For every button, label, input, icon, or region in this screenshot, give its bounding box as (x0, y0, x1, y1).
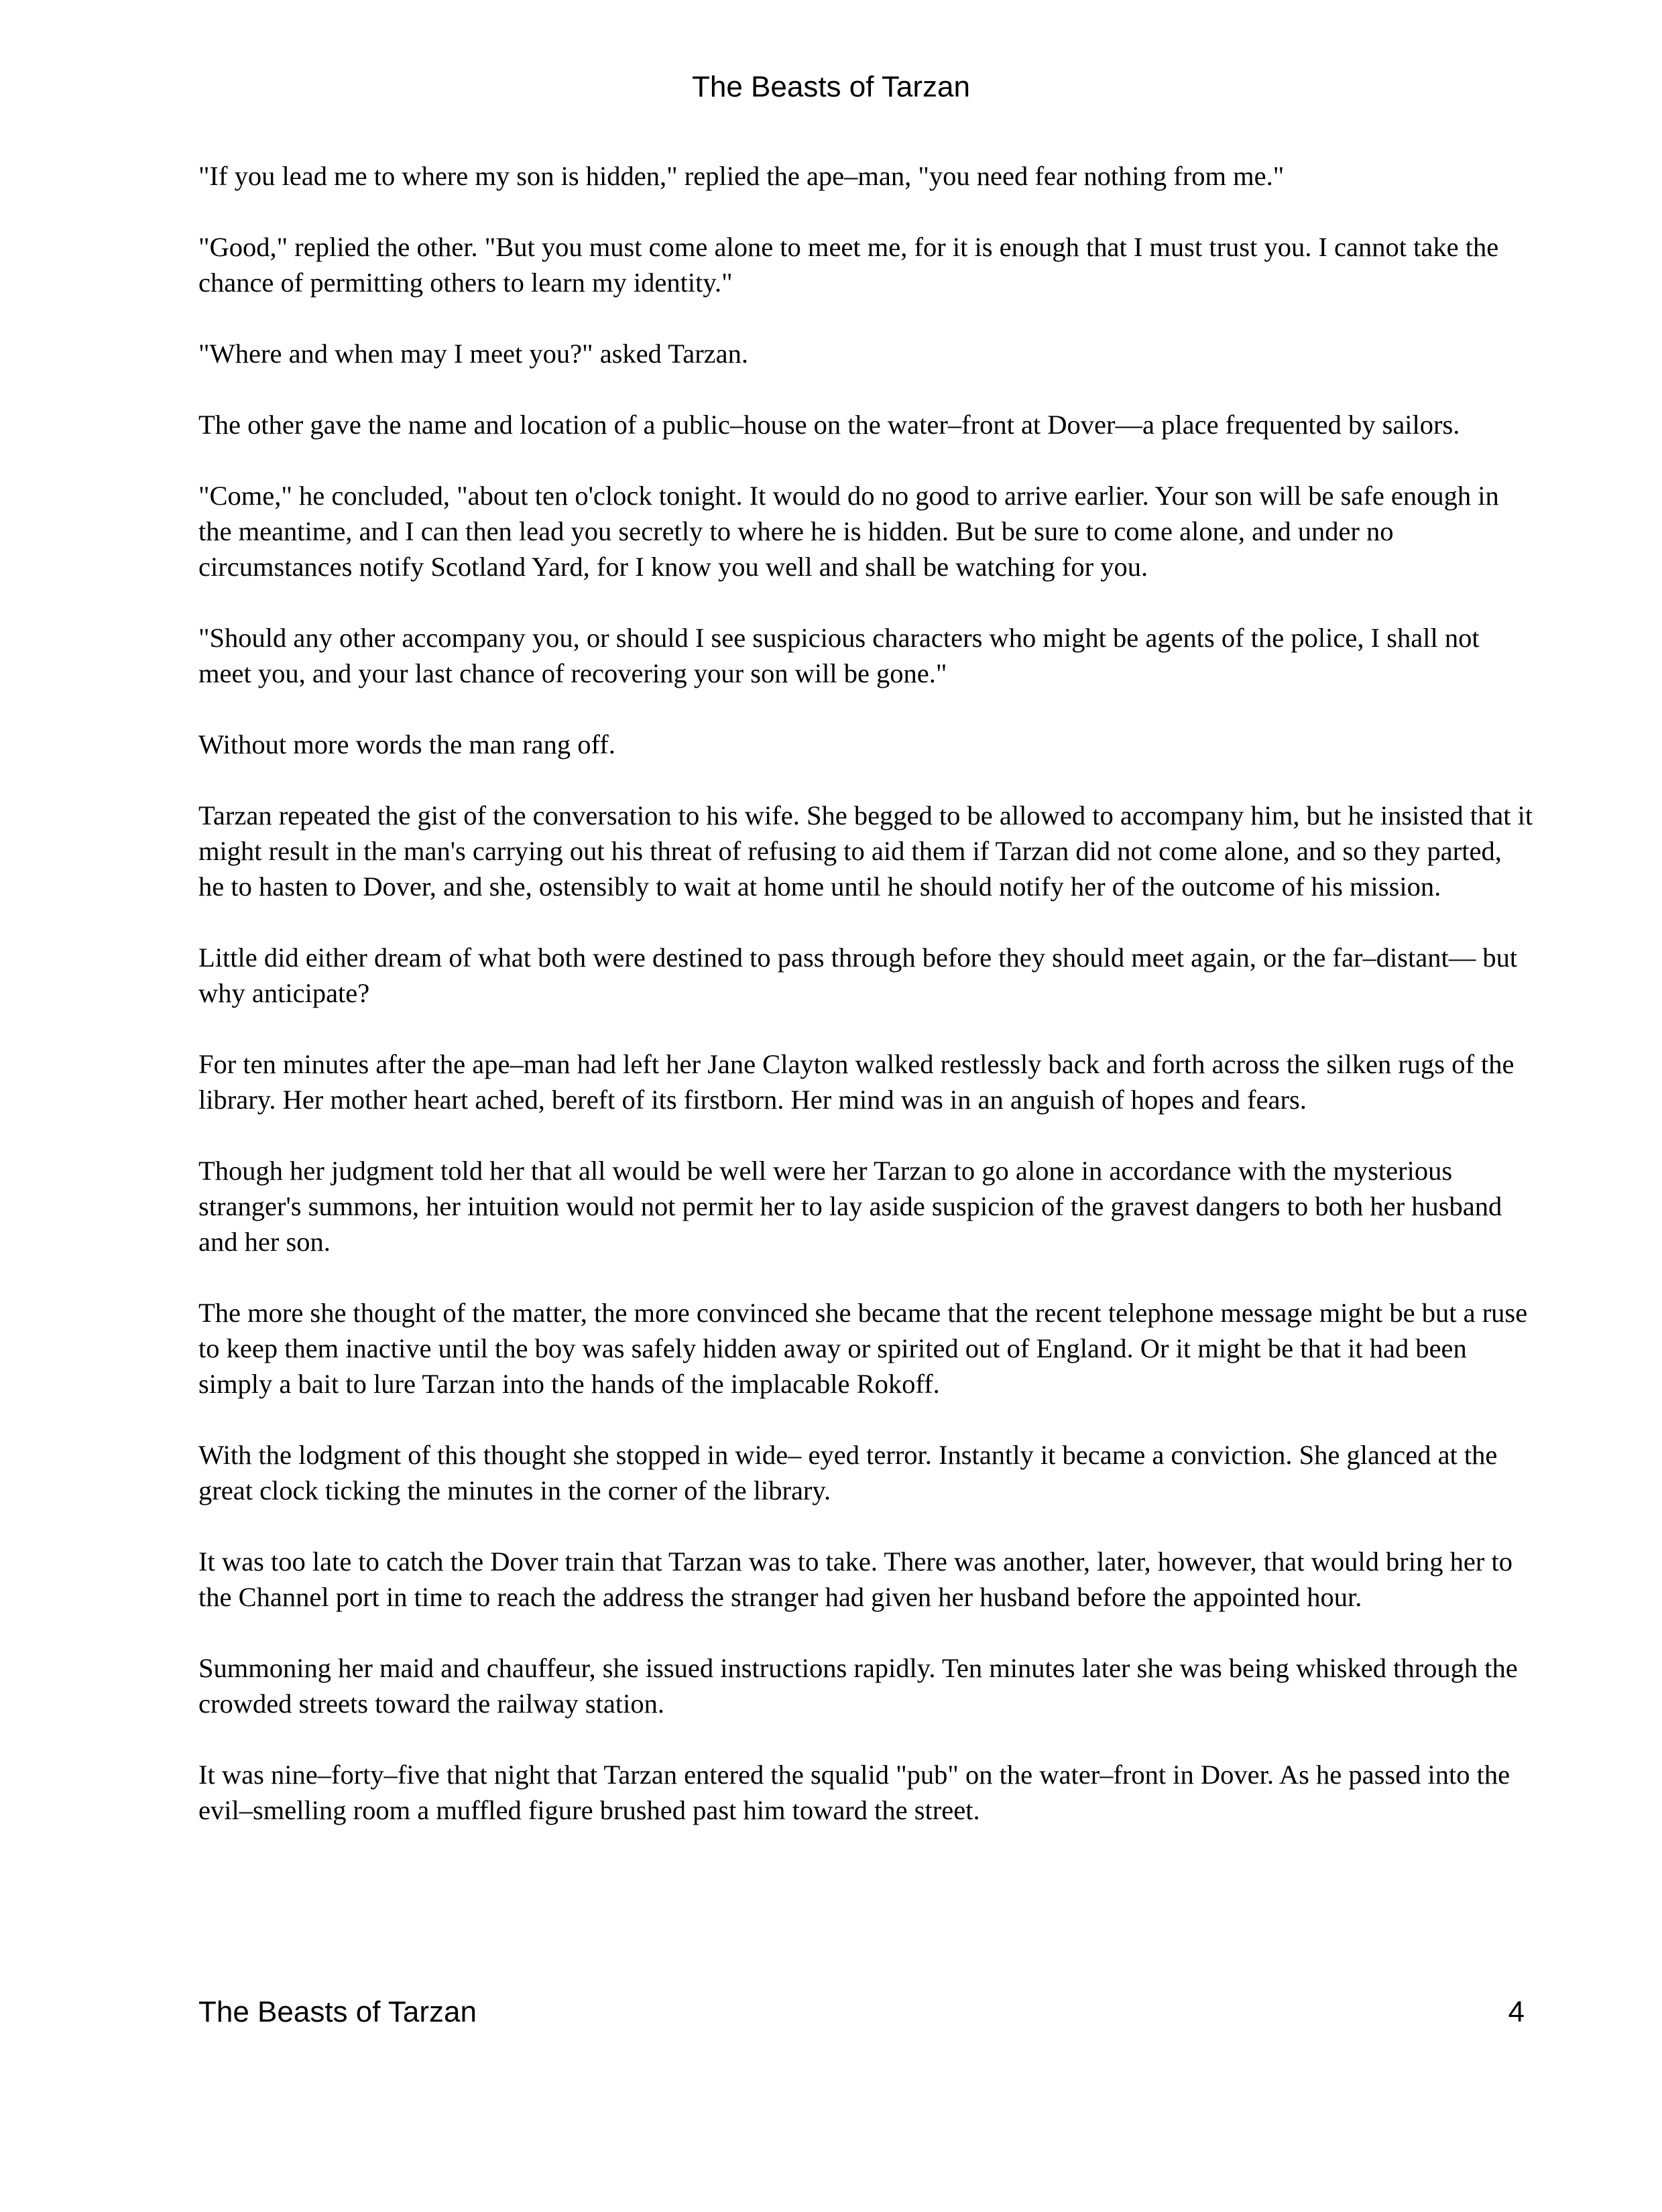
paragraph: It was nine–forty–five that night that Tarzan entered the squalid "pub" on the water–front in Dover. As he passed into the evil–smelling room a muffled figure brushed past him toward the street. (198, 1760, 1510, 1825)
paragraph: "If you lead me to where my son is hidden," replied the ape–man, "you need fear nothing from me." (198, 161, 1285, 191)
paragraph: Though her judgment told her that all would be well were her Tarzan to go alone in accordance with the mysterious stranger's summons, her intuition would not permit her to lay aside suspicion of the gravest dangers to both her husband and her son. (198, 1156, 1502, 1257)
footer-title: The Beasts of Tarzan (198, 1995, 477, 2028)
page-header-title: The Beasts of Tarzan (692, 70, 970, 103)
paragraph: The more she thought of the matter, the more convinced she became that the recent telephone message might be but a ruse to keep them inactive until the boy was safely hidden away or spirited out of England. Or it might be that it had been simply a bait to lure Tarzan into the hands of the implacable Rokoff. (198, 1298, 1528, 1399)
page-body (198, 158, 1534, 1863)
paragraph: Summoning her maid and chauffeur, she issued instructions rapidly. Ten minutes later she was being whisked through the crowded streets toward the railway station. (198, 1653, 1518, 1719)
paragraph: For ten minutes after the ape–man had left her Jane Clayton walked restlessly back and forth across the silken rugs of the library. Her mother heart ached, bereft of its firstborn. Her mind was in an anguish of hopes and fears. (198, 1049, 1515, 1115)
paragraph: "Good," replied the other. "But you must come alone to meet me, for it is enough that I must trust you. I cannot take the chance of permitting others to learn my identity." (198, 232, 1499, 298)
paragraph: Tarzan repeated the gist of the conversation to his wife. She begged to be allowed to accompany him, but he insisted that it might result in the man's carrying out his threat of refusing to aid them if Tarzan did not come alone, and so they parted, he to hasten to Dover, and she, ostensibly to wait at home until he should notify her of the outcome of his mission. (198, 800, 1533, 902)
page-footer (198, 1992, 1525, 2032)
paragraph: Little did either dream of what both were destined to pass through before they should meet again, or the far–distant–– but why anticipate? (198, 942, 1518, 1008)
paragraph: With the lodgment of this thought she stopped in wide– eyed terror. Instantly it became a conviction. She glanced at the great clock ticking the minutes in the corner of the library. (198, 1440, 1498, 1506)
paragraph: "Should any other accompany you, or should I see suspicious characters who might be agents of the police, I shall not meet you, and your last chance of recovering your son will be gone." (198, 623, 1480, 688)
paragraph: It was too late to catch the Dover train that Tarzan was to take. There was another, later, however, that would bring her to the Channel port in time to reach the address the stranger had given her husband before the appointed hour. (198, 1546, 1512, 1612)
paragraph: "Where and when may I meet you?" asked Tarzan. (198, 339, 749, 369)
paragraph: Without more words the man rang off. (198, 729, 615, 759)
page-number: 4 (1508, 1995, 1525, 2028)
paragraph: The other gave the name and location of a public–house on the water–front at Dover––a place frequented by sailors. (198, 410, 1460, 440)
paragraph: "Come," he concluded, "about ten o'clock tonight. It would do no good to arrive earlier. Your son will be safe enough in the meantime, and I can then lead you secretly to where he is hidden. But be sure to come alone, and under no circumstances notify Scotland Yard, for I know you well and shall be watching for you. (198, 481, 1499, 582)
